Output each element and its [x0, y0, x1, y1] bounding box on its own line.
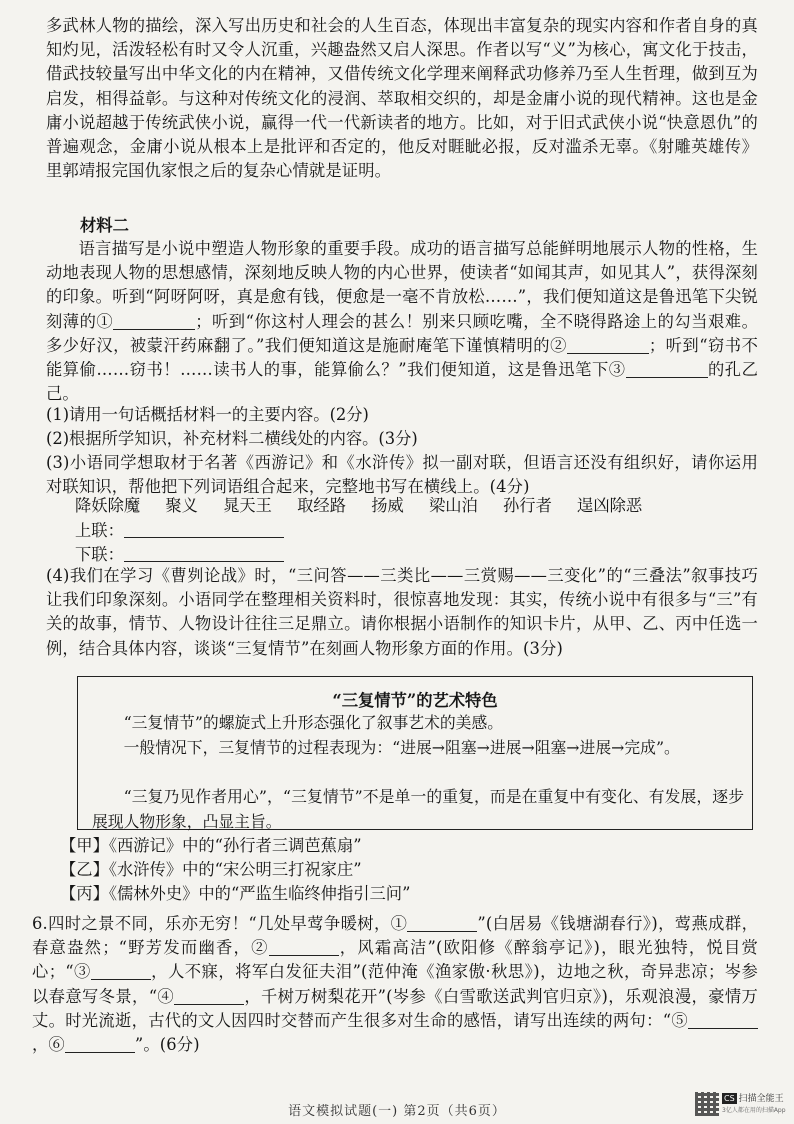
knowledge-card-p3: “三复乃见作者用心”，“三复情节”不是单一的重复，而是在重复中有变化、有发展，逐步展现人物形象，凸显主旨。: [92, 787, 744, 831]
qr-code-icon: [695, 1092, 719, 1116]
q3-word: 梁山泊: [428, 496, 478, 515]
q3-word: 扬威: [371, 496, 404, 515]
poem-blank-2[interactable]: [269, 939, 339, 956]
poem-blank-4[interactable]: [174, 988, 244, 1005]
poem-blank-3[interactable]: [91, 963, 151, 980]
question-4: (4)我们在学习《曹刿论战》时，“三问答——三类比——三赏赐——三变化”的“三叠法”叙事技巧让我们印象深刻。小语同学在整理相关资料时，很惊喜地发现：其实，传统小说中有很多与“三”有关的故事，情节、人物设计往往三足鼎立。请你根据小语制作的知识卡片，从甲、乙、丙中任选一例，结合具体内容，谈谈“三复情节”在刻画人物形象方面的作用。(3分): [46, 566, 758, 658]
scanner-watermark: [722, 1093, 786, 1116]
q3-word: 孙行者: [503, 496, 552, 515]
lower-couplet-label: 下联：: [75, 545, 124, 564]
poem-blank-6[interactable]: [65, 1036, 135, 1053]
knowledge-card-p2: 一般情况下，三复情节的过程表现为：“进展→阻塞→进展→阻塞→进展→完成”。: [123, 738, 680, 757]
question-6: [32, 912, 758, 1057]
q3-word: 降妖除魔: [75, 496, 141, 515]
poem-blank-1[interactable]: [407, 915, 477, 932]
example-bing: 【丙】《儒林外史》中的“严监生临终伸指引三问”: [60, 884, 411, 903]
q3-word: 逞凶除恶: [577, 496, 643, 515]
upper-couplet-input[interactable]: [124, 523, 284, 538]
upper-couplet-row: [75, 517, 284, 541]
example-jia: 【甲】《西游记》中的“孙行者三调芭蕉扇”: [60, 836, 362, 855]
question-3: (3)小语同学想取材于名著《西游记》和《水浒传》拟一副对联，但语言还没有组织好，请你运用对联知识，帮他把下列词语组合起来，完整地书写在横线上。(4分): [46, 453, 758, 497]
question-1: (1)请用一句话概括材料一的主要内容。(2分): [46, 405, 369, 424]
material2-text-a: 语言描写是小说中塑造人物形象的重要手段。成功的语言描写总能鲜明地展示人物的性格，生动地表现人物的思想感情，深刻地反映人物的内心世界，使读者“如闻其声，如见其人”，获得深刻的印象。听到“阿呀阿呀，真是愈有钱，便愈是一毫不肯放松……”，我们便知道这是鲁迅笔下尖锐刻薄的①: [46, 239, 758, 331]
poem-blank-5[interactable]: [688, 1012, 758, 1029]
knowledge-card: [77, 676, 753, 830]
question-2: (2)根据所学知识，补充材料二横线处的内容。(3分): [46, 429, 418, 448]
lower-couplet-row: [75, 541, 284, 565]
q3-word: 取经路: [297, 496, 346, 515]
knowledge-card-title: “三复情节”的艺术特色: [332, 691, 498, 710]
lower-couplet-input[interactable]: [124, 547, 284, 562]
q6-text-c: ，风霜高洁”(欧阳修《醉翁亭记》)，眼光独特，悦目赏心；“③: [32, 938, 758, 982]
material2-text-d: 的孔乙己。: [46, 360, 759, 404]
q3-word-list: [75, 492, 662, 516]
material1-tail: 多武林人物的描绘，深入写出历史和社会的人生百态，体现出丰富复杂的现实内容和作者自身的真知灼见，活泼轻松有时又令人沉重，兴趣盎然又启人深思。作者以写“义”为核心，寓文化于技击，借武技较量写出中华文化的内在精神，又借传统文化学理来阐释武功修养乃至人生哲理，做到互为启发，相得益彰。与这种对传统文化的浸润、萃取相交织的，却是金庸小说的现代精神。这也是金庸小说超越于传统武侠小说，赢得一代一代新读者的地方。比如，对于旧式武侠小说“快意恩仇”的普遍观念，金庸小说从根本上是批评和否定的，他反对睚眦必报，反对滥杀无辜。《射雕英雄传》里郭靖报完国仇家恨之后的复杂心情就是证明。: [46, 16, 758, 181]
q3-word: 聚义: [165, 496, 198, 515]
material2-text-b: ；听到“你这村人理会的甚么！别来只顾吃嘴，全不晓得路途上的勾当艰难。多少好汉，被蒙汗药麻翻了。”我们便知道这是施耐庵笔下谨慎精明的②: [46, 311, 758, 355]
example-yi: 【乙】《水浒传》中的“宋公明三打祝家庄”: [60, 860, 362, 879]
scanner-subtitle: 3亿人都在用的扫描App: [722, 1107, 786, 1114]
q6-text-f: ，⑥: [32, 1035, 65, 1055]
material2-heading: 材料二: [80, 216, 129, 235]
q6-text-b: ”(白居易《钱塘湖春行》)，莺燕成群，春意盎然；“野芳发而幽香，②: [32, 914, 758, 958]
knowledge-card-p1: “三复情节”的螺旋式上升形态强化了叙事艺术的美感。: [123, 713, 504, 732]
q6-text-d: ，人不寐，将军白发征夫泪”(范仲淹《渔家傲·秋思》)，边地之秋，奇异悲凉；岑参以春意写冬景，“④: [32, 962, 758, 1006]
q6-text-a: 6.四时之景不同，乐亦无穷！“几处早莺争暖树，①: [32, 914, 408, 933]
camscanner-logo-icon: CS: [724, 1094, 735, 1103]
upper-couplet-label: 上联：: [75, 521, 124, 540]
material2-text-c: ；听到“窃书不能算偷……窃书！……读书人的事，能算偷么？”我们便知道，这是鲁迅笔下③: [46, 335, 759, 380]
q3-word: 晁天王: [223, 496, 272, 515]
q6-text-g: ”。(6分): [134, 1035, 200, 1055]
page-footer: 语文模拟试题(一) 第2页（共6页）: [288, 1104, 506, 1119]
material2-paragraph: [46, 237, 758, 406]
scanner-name: 扫描全能王: [738, 1094, 784, 1104]
blank-3[interactable]: [626, 361, 708, 378]
blank-1[interactable]: [113, 313, 195, 330]
q6-text-e: ，千树万树梨花开”(岑参《白雪歌送武判官归京》)，乐观浪漫，豪情万丈。时光流逝，古代的文人因四时交替而产生很多对生命的感悟，请写出连续的两句：“⑤: [32, 986, 758, 1030]
blank-2[interactable]: [567, 337, 649, 354]
